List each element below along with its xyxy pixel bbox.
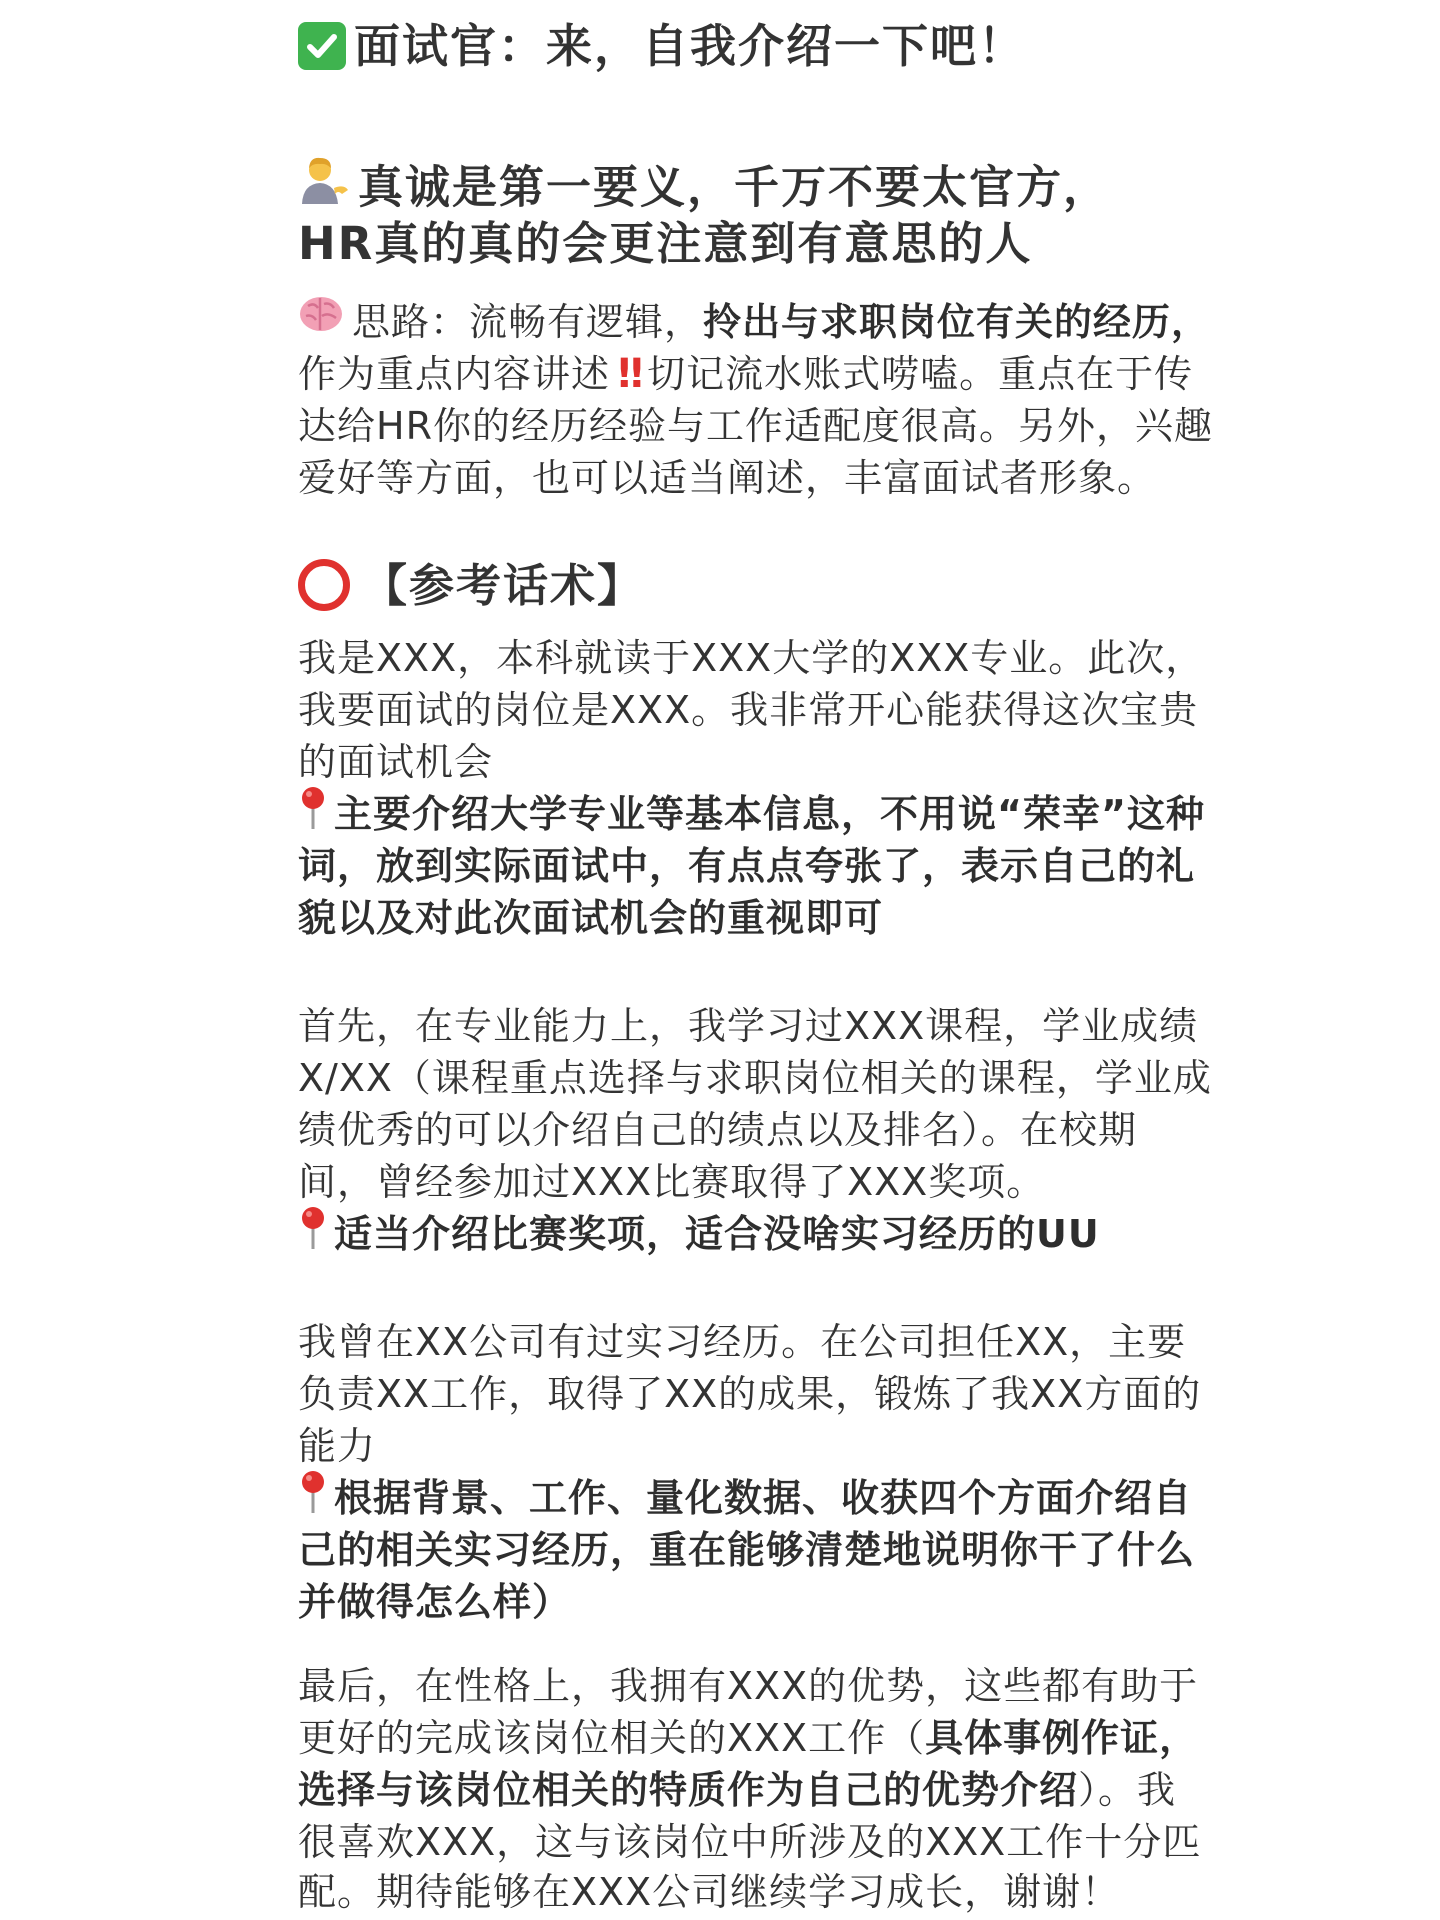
para4-line-2: 更好的完成该岗位相关的XXX工作（具体事例作证， (298, 1716, 1199, 1760)
heading-text: 面试官：来，自我介绍一下吧！ (354, 19, 1026, 73)
para1-line-2: 我要面试的岗位是XXX。我非常开心能获得这次宝贵 (298, 688, 1199, 732)
check-mark-icon (298, 22, 346, 70)
heading-interviewer-question (298, 20, 1026, 74)
note3-line-1: 根据背景、工作、量化数据、收获四个方面介绍自 (298, 1472, 1192, 1529)
para4-line-1: 最后，在性格上，我拥有XXX的优势，这些都有助于 (298, 1664, 1199, 1708)
hollow-red-circle-icon (298, 559, 350, 611)
para2-line-2: X/XX（课程重点选择与求职岗位相关的课程，学业成 (298, 1056, 1212, 1100)
para2-line-4: 间，曾经参加过XXX比赛取得了XXX奖项。 (298, 1160, 1046, 1204)
round-pushpin-icon (298, 786, 328, 843)
idea-line-2: 作为重点内容讲述 ‼ 切记流水账式唠嗑。重点在于传 (298, 351, 1194, 397)
para4-line-4: 很喜欢XXX，这与该岗位中所涉及的XXX工作十分匹 (298, 1820, 1202, 1864)
note1-line-2: 词，放到实际面试中，有点点夸张了，表示自己的礼 (298, 844, 1196, 888)
para2-line-3: 绩优秀的可以介绍自己的绩点以及排名）。在校期 (298, 1108, 1138, 1152)
para3-line-3: 能力 (298, 1424, 377, 1468)
para3-line-1: 我曾在XX公司有过实习经历。在公司担任XX，主要 (298, 1320, 1187, 1364)
idea-line-4: 爱好等方面，也可以适当阐述，丰富面试者形象。 (298, 456, 1157, 500)
para2-line-1: 首先，在专业能力上，我学习过XXX课程，学业成绩 (298, 1004, 1199, 1048)
para1-line-3: 的面试机会 (298, 740, 494, 784)
round-pushpin-icon (298, 1206, 328, 1263)
para1-line-1: 我是XXX，本科就读于XXX大学的XXX专业。此次， (298, 636, 1205, 680)
tip-heading-line-1: 真诚是第一要义，千万不要太官方， (298, 160, 1110, 221)
round-pushpin-icon (298, 1470, 328, 1527)
idea-line-1: 思路：流畅有逻辑，拎出与求职岗位有关的经历， (298, 296, 1210, 351)
note1-line-3: 貌以及对此次面试机会的重视即可 (298, 896, 884, 940)
brain-icon (298, 294, 344, 347)
section-title-reference-script: 【参考话术】 (298, 560, 644, 615)
para3-line-2: 负责XX工作，取得了XX的成果，锻炼了我XX方面的 (298, 1372, 1202, 1416)
tip-heading-line-2: HR真的真的会更注意到有意思的人 (298, 217, 1033, 270)
note3-line-2: 己的相关实习经历，重在能够清楚地说明你干了什么 (298, 1528, 1196, 1572)
note2-line-1: 适当介绍比赛奖项，适合没啥实习经历的UU (298, 1208, 1100, 1265)
person-tipping-hand-icon (298, 154, 350, 215)
note1-line-1: 主要介绍大学专业等基本信息，不用说“荣幸”这种 (298, 788, 1205, 845)
idea-line-3: 达给HR你的经历经验与工作适配度很高。另外，兴趣 (298, 404, 1213, 448)
para4-line-3: 选择与该岗位相关的特质作为自己的优势介绍）。我 (298, 1768, 1177, 1812)
note3-line-3: 并做得怎么样） (298, 1580, 572, 1624)
para4-line-5: 配。期待能够在XXX公司继续学习成长，谢谢！ (298, 1870, 1121, 1914)
double-exclamation-icon: ‼ (618, 351, 640, 397)
